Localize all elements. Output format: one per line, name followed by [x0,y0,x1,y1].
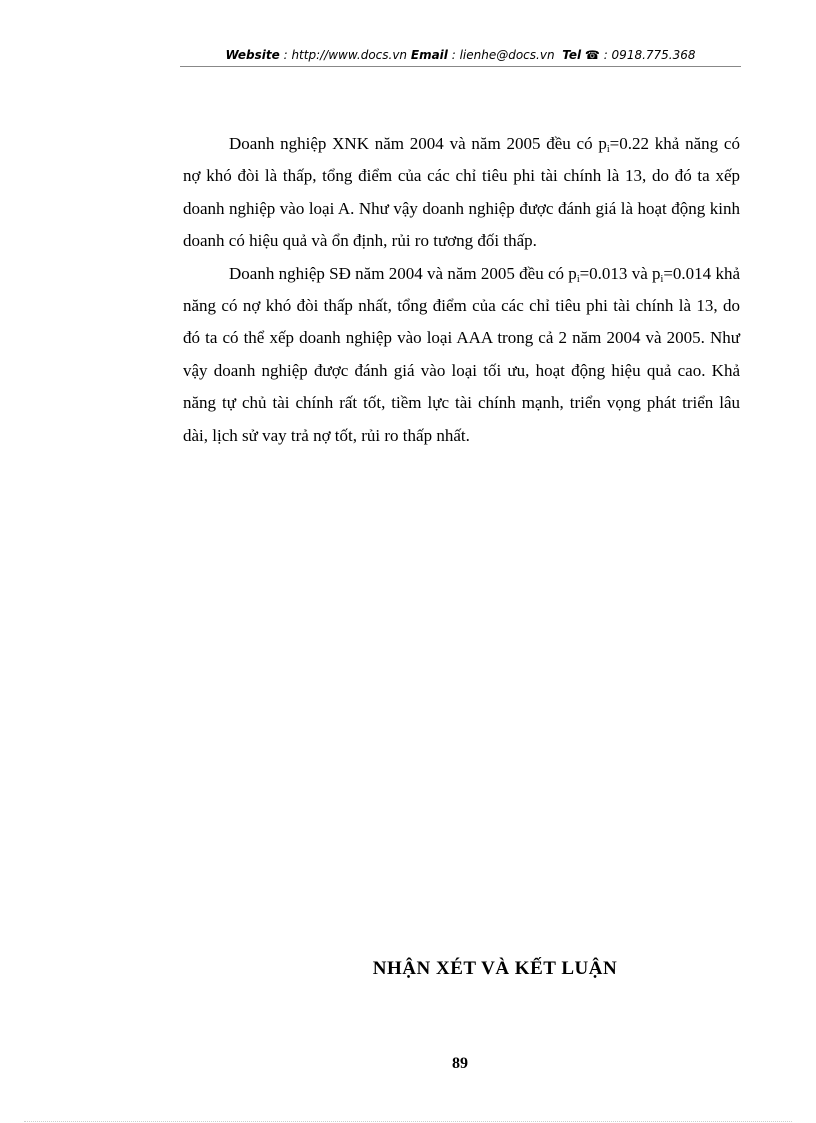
page-number: 89 [452,1055,468,1072]
website-label: Website [225,48,280,62]
phone-icon: ☎ [584,48,600,62]
document-body [183,128,740,452]
subscript-i: i [606,144,610,155]
website-url[interactable]: http://www.docs.vn [291,48,408,62]
subscript-i: i [576,273,580,285]
header-divider [180,66,741,67]
paragraph-sd [183,258,740,452]
website-separator: : [279,48,292,62]
paragraph-xnk-text-start: Doanh nghiệp XNK năm 2004 và năm 2005 đều có p [229,134,607,153]
tel-label: Tel [562,48,582,62]
paragraph-sd-text-end: =0.014 khả năng có nợ khó đòi thấp nhất, tổng điểm của các chỉ tiêu phi tài chính là 13, do đó ta có thể xếp doanh nghiệp vào loại AAA trong cả 2 năm 2004 và 2005. Như vậy doanh nghiệp được đánh giá vào loại tối ưu, hoạt động hiệu quả cao. Khả năng tự chủ tài chính rất tốt, tiềm lực tài chính mạnh, triển vọng phát triển lâu dài, lịch sử vay trả nợ tốt, rủi ro thấp nhất. [183,263,740,445]
tel-number: : 0918.775.368 [599,48,696,62]
email-label: Email [410,48,448,62]
section-title: NHẬN XÉT VÀ KẾT LUẬN [372,958,618,979]
paragraph-xnk [183,128,740,258]
paragraph-sd-text-start: Doanh nghiệp SĐ năm 2004 và năm 2005 đều có p [229,263,577,283]
email-address[interactable]: lienhe@docs.vn [459,48,555,62]
paragraph-xnk-text-end: =0.22 khả năng có nợ khó đòi là thấp, tổng điểm của các chỉ tiêu phi tài chính là 13, do đó ta xếp doanh nghiệp vào loại A. Như vậy doanh nghiệp được đánh giá là hoạt động kinh doanh có hiệu quả và ổn định, rủi ro tương đối thấp. [183,134,740,251]
page-header [180,47,741,63]
subscript-i: i [660,273,664,285]
email-separator: : [447,48,460,62]
footer-divider [24,1121,792,1122]
paragraph-sd-text-middle: =0.013 và p [579,263,661,283]
